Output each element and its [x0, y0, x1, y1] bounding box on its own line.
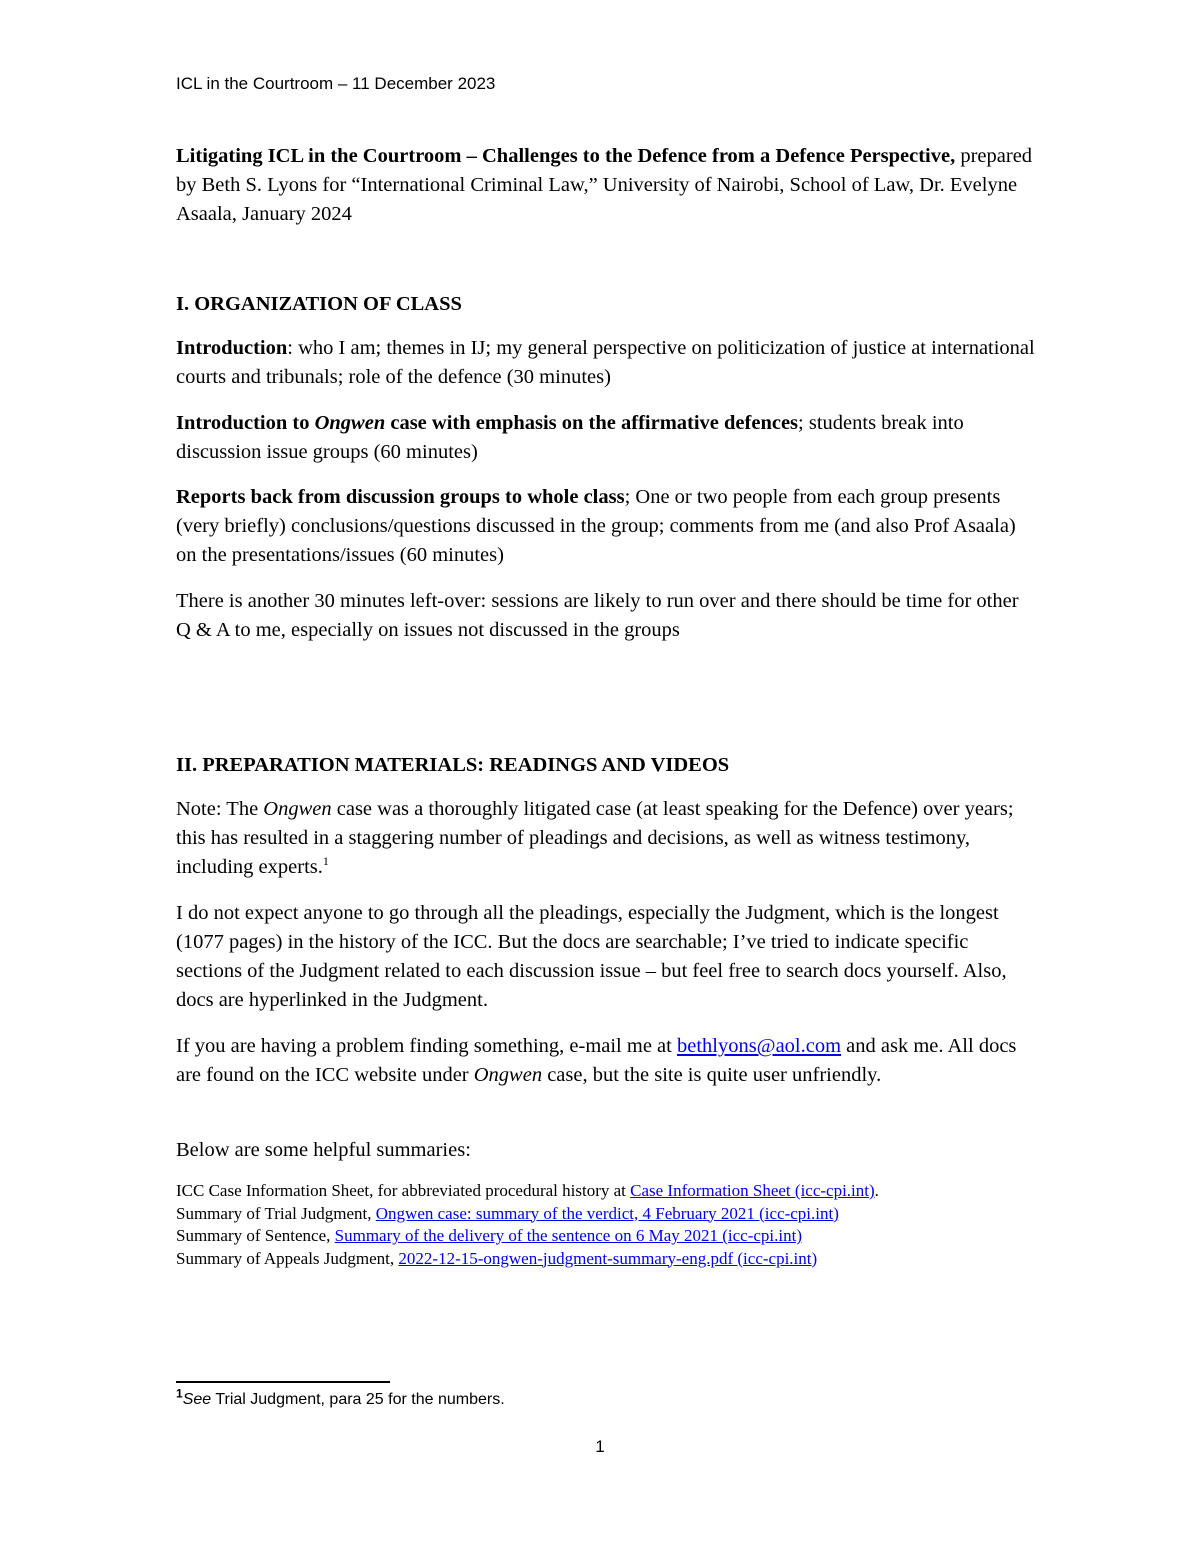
- summary-link-sentence[interactable]: Summary of the delivery of the sentence on 6 May 2021 (icc-cpi.int): [334, 1226, 802, 1245]
- note-italic: Ongwen: [263, 798, 332, 820]
- summary-prefix: Summary of Trial Judgment,: [176, 1203, 376, 1223]
- summary-item: [176, 1225, 1076, 1248]
- summary-link-trial-judgment[interactable]: Ongwen case: summary of the verdict, 4 February 2021 (icc-cpi.int): [375, 1203, 839, 1223]
- section-2-heading: [176, 751, 1036, 780]
- page-number: 1: [595, 1437, 605, 1456]
- para-introduction: [176, 334, 1036, 392]
- email-link[interactable]: bethlyons@aol.com: [676, 1035, 842, 1057]
- problem-a: If you are having a problem finding something, e-mail me at: [176, 1035, 677, 1057]
- below-text: Below are some helpful summaries:: [176, 1139, 471, 1161]
- footnote-italic: See: [182, 1391, 212, 1408]
- para-note: [176, 795, 1036, 882]
- para-ongwen-intro: [176, 409, 1036, 467]
- reports-bold: Reports back from discussion groups to whole class: [176, 486, 625, 508]
- summary-prefix: Summary of Appeals Judgment,: [176, 1248, 399, 1268]
- problem-c: case, but the site is quite user unfriendly.: [542, 1064, 882, 1086]
- intro-rest: : who I am; themes in IJ; my general perspective on politicization of justice at international courts and tribunals; role of the defence (30 minutes): [176, 337, 1035, 388]
- para-leftover: [176, 587, 1036, 645]
- para-below: [176, 1136, 1036, 1165]
- leftover-text: There is another 30 minutes left-over: sessions are likely to run over and there should be time for other Q & A to me, especially on issues not discussed in the groups: [176, 590, 1019, 641]
- summary-item: [176, 1180, 1076, 1203]
- running-header: ICL in the Courtroom – 11 December 2023: [176, 74, 496, 93]
- para-problem: [176, 1032, 1036, 1090]
- footnote-separator: [176, 1381, 390, 1383]
- section-1-heading-text: I. ORGANIZATION OF CLASS: [176, 293, 462, 315]
- ongwen-bold-italic: Ongwen: [314, 412, 386, 434]
- para-expect: [176, 899, 1036, 1015]
- summary-item: [176, 1203, 1076, 1226]
- summary-link-appeals-judgment[interactable]: 2022-12-15-ongwen-judgment-summary-eng.pdf (icc-cpi.int): [398, 1248, 818, 1268]
- title-bold: Litigating ICL in the Courtroom – Challenges to the Defence from a Defence Perspective,: [176, 145, 956, 167]
- note-b: case was a thoroughly litigated case (at least speaking for the Defence) over years; this has resulted in a staggering number of pleadings and decisions, as well as witness testimony, including experts.: [176, 798, 1014, 878]
- footnote-ref[interactable]: 1: [322, 854, 329, 869]
- reports-rest: ; One or two people from each group presents (very briefly) conclusions/questions discussed in the group; comments from me (and also Prof Asaala) on the presentations/issues (60 minutes): [176, 486, 1016, 566]
- footnote-text: Trial Judgment, para 25 for the numbers.: [211, 1391, 505, 1408]
- ongwen-bold-a: Introduction to: [176, 412, 315, 434]
- expect-text: I do not expect anyone to go through all the pleadings, especially the Judgment, which is the longest (1077 pages) in the history of the ICC. But the docs are searchable; I’ve tried to indicate specific sections of the Judgment related to each discussion issue – but feel free to search docs yourself. Also, docs are hyperlinked in the Judgment.: [176, 902, 1007, 1011]
- footnote: [176, 1386, 505, 1409]
- section-2-heading-text: II. PREPARATION MATERIALS: READINGS AND VIDEOS: [176, 754, 730, 776]
- para-reports: [176, 483, 1036, 570]
- summary-prefix: Summary of Sentence,: [176, 1226, 335, 1245]
- intro-bold: Introduction: [176, 337, 288, 359]
- problem-italic: Ongwen: [473, 1064, 543, 1086]
- summary-suffix: .: [874, 1181, 879, 1200]
- summaries-list: [176, 1180, 1076, 1270]
- document-title: [176, 142, 1036, 229]
- note-a: Note: The: [176, 798, 264, 820]
- summary-item: [176, 1248, 1076, 1271]
- section-1-heading: [176, 290, 1036, 319]
- summary-link-case-info[interactable]: Case Information Sheet (icc-cpi.int): [630, 1181, 875, 1200]
- summary-prefix: ICC Case Information Sheet, for abbreviated procedural history at: [176, 1181, 631, 1200]
- title-rest: prepared by Beth S. Lyons for “International Criminal Law,” University of Nairobi, School of Law, Dr. Evelyne Asaala, January 2024: [176, 145, 1033, 225]
- footnote-number: 1: [176, 1386, 183, 1401]
- ongwen-bold-b: case with emphasis on the affirmative defences: [385, 412, 799, 434]
- ongwen-rest: ; students break into discussion issue groups (60 minutes): [176, 412, 964, 463]
- problem-b: and ask me. All docs are found on the ICC website under: [176, 1035, 1017, 1086]
